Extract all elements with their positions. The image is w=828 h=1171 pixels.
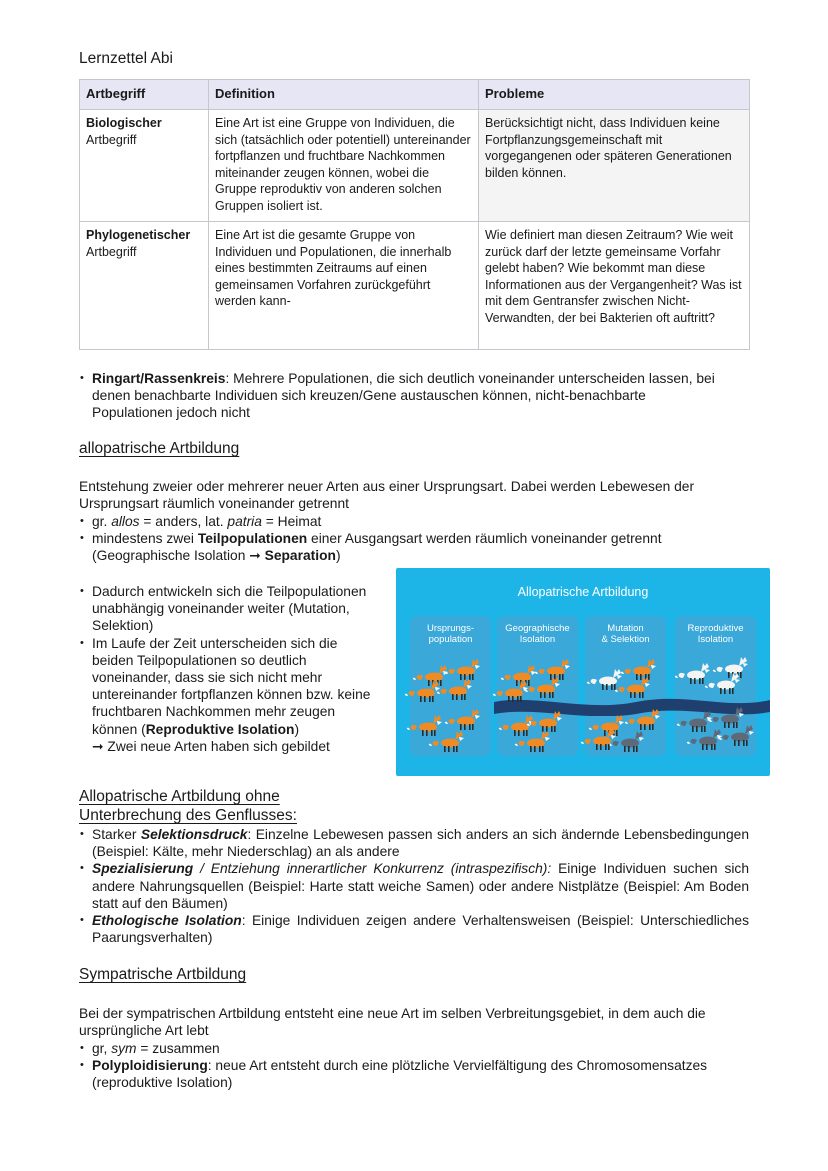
ringart-list bbox=[79, 370, 719, 422]
allopatric-process-list bbox=[79, 583, 379, 755]
fox-icon bbox=[621, 659, 656, 680]
fox-icon bbox=[625, 709, 660, 730]
list-item bbox=[79, 635, 379, 755]
term-name: Biologischer bbox=[86, 116, 162, 130]
text-italic: patria bbox=[227, 514, 262, 529]
fox-icon bbox=[407, 715, 442, 736]
result-line: ➞ Zwei neue Arten haben sich gebildet bbox=[92, 738, 330, 754]
term-suffix: Artbegriff bbox=[86, 244, 137, 259]
fox-icon bbox=[535, 659, 570, 680]
fox-icon bbox=[525, 677, 560, 698]
fox-icon bbox=[719, 725, 754, 746]
species-concept-table bbox=[79, 79, 750, 350]
list-item: • Dadurch entwickeln sich die Teilpopulationen unabhängig voneinander weiter (Mutation, Selektion) bbox=[79, 583, 379, 635]
panel-label: Geographische Isolation bbox=[505, 623, 570, 645]
panel-label: Reproduktive Isolation bbox=[687, 623, 744, 645]
term-name: Phylogenetischer bbox=[86, 228, 191, 242]
text-italic: / Entziehung innerartlicher Konkurrenz (intraspezifisch): bbox=[193, 861, 552, 877]
text-bold: Polyploidisierung bbox=[92, 1058, 208, 1074]
text-italic: allos bbox=[111, 514, 140, 529]
fox-icon bbox=[437, 679, 472, 700]
text: : neue Art entsteht durch eine plötzliche Vervielfältigung des Chromosomensatzes (reproduktive Isolation) bbox=[92, 1058, 708, 1091]
problem-cell: Wie definiert man diesen Zeitraum? Wie weit zurück darf der letzte gemeinsame Vorfahr gelebt haben? Wie bekommt man diese Informationen aus der Vergangenheit? Was ist mit dem Gentransfer zwischen Nicht-Verwandten, der bei Bakterien oft auftritt? bbox=[479, 222, 750, 350]
sympatric-list bbox=[79, 1040, 751, 1092]
text: Im Laufe der Zeit unterscheiden sich die beiden Teilpopulationen so deutlich voneinander, dass sie sich nicht mehr untereinander fortpflanzen können bzw. keine fruchtbaren Nachkommen mehr zeugen können ( bbox=[92, 635, 371, 737]
text-bold: Separation bbox=[264, 548, 336, 564]
text: : Einzelne Lebewesen passen sich anders an sich ändernde Lebensbedingungen (Beispiel: Kälte, mehr Niederschlag) an als andere bbox=[92, 827, 749, 860]
text-bold-italic: Ethologische Isolation bbox=[92, 913, 242, 929]
fox-icon bbox=[493, 681, 528, 702]
figure-title: Allopatrische Artbildung bbox=[517, 585, 649, 599]
text: mindestens zwei bbox=[92, 531, 198, 547]
fox-icon bbox=[713, 657, 748, 678]
fox-icon bbox=[615, 677, 650, 698]
fox-icon bbox=[527, 711, 562, 732]
allopatric-list bbox=[79, 513, 751, 565]
list-item bbox=[79, 530, 751, 564]
fox-icon bbox=[581, 729, 616, 750]
text-bold: Reproduktive Isolation bbox=[145, 721, 295, 737]
allopatric-speciation-figure bbox=[396, 568, 770, 776]
text: ) bbox=[335, 548, 341, 564]
heading-line: Allopatrische Artbildung ohne bbox=[79, 788, 280, 805]
fox-icon bbox=[587, 669, 622, 690]
fox-icon bbox=[515, 731, 550, 752]
fox-icon bbox=[445, 709, 480, 730]
fox-icon bbox=[675, 663, 710, 684]
text-bold-italic: Selektionsdruck bbox=[140, 827, 248, 842]
list-item bbox=[79, 370, 719, 422]
text: Starker bbox=[92, 827, 141, 842]
text: = Heimat bbox=[261, 514, 322, 529]
table-row bbox=[80, 222, 750, 350]
list-item bbox=[79, 860, 749, 912]
fox-icon bbox=[709, 707, 744, 728]
heading-line: Unterbrechung des Genflusses: bbox=[79, 807, 297, 824]
sympatric-heading: Sympatrische Artbildung bbox=[79, 966, 247, 983]
text-bold: Teilpopulationen bbox=[197, 531, 308, 547]
fox-icon bbox=[687, 729, 722, 750]
fox-icon bbox=[589, 715, 624, 736]
ringart-text: : Mehrere Populationen, die sich deutlich voneinander unterscheiden lassen, bei denen benachbarte Individuen sich kreuzen/Gene austauschen können, nicht-benachbarte Populationen jedoch nicht bbox=[92, 371, 715, 421]
allopatric-without-heading bbox=[79, 787, 297, 825]
header-probleme: Probleme bbox=[479, 80, 750, 110]
table-row bbox=[80, 110, 750, 222]
text: einer Ausgangsart werden räumlich voneinander getrennt (Geographische Isolation ➞ bbox=[92, 531, 662, 564]
header-definition: Definition bbox=[209, 80, 479, 110]
term-cell bbox=[80, 222, 209, 350]
ringart-term: Ringart/Rassenkreis bbox=[92, 371, 226, 386]
text: Einige Individuen suchen sich andere Nahrungsquellen (Beispiel: Harte statt weiche Samen) oder andere Nistplätze (Beispiel: Am Boden statt auf den Bäumen) bbox=[92, 861, 749, 911]
fox-illustration-layer bbox=[396, 568, 770, 776]
list-item bbox=[79, 513, 751, 530]
header-artbegriff: Artbegriff bbox=[80, 80, 209, 110]
text-italic: sym bbox=[111, 1041, 137, 1056]
fox-icon bbox=[405, 681, 440, 702]
text: = zusammen bbox=[136, 1041, 220, 1056]
fox-icon bbox=[705, 673, 740, 694]
sympatric-intro: Bei der sympatrischen Artbildung entsteht eine neue Art im selben Verbreitungsgebiet, in dem auch die ursprüngliche Art lebt bbox=[79, 1006, 706, 1039]
allopatric-intro: Entstehung zweier oder mehrerer neuer Arten aus einer Ursprungsart. Dabei werden Lebewesen der Ursprungsart räumlich voneinander getrennt bbox=[79, 479, 695, 512]
text: ) bbox=[294, 721, 300, 737]
list-item bbox=[79, 826, 749, 860]
problem-cell: Berücksichtigt nicht, dass Individuen keine Fortpflanzungsgemeinschaft mit vorgegangenen oder späteren Generationen bilden können. bbox=[479, 110, 750, 222]
text: = anders, lat. bbox=[139, 514, 228, 529]
fox-icon bbox=[413, 665, 448, 686]
fox-icon bbox=[501, 665, 536, 686]
table-header-row bbox=[80, 80, 750, 110]
panel-label: Ursprungs- population bbox=[427, 623, 474, 645]
list-item bbox=[79, 1057, 751, 1091]
definition-cell: Eine Art ist die gesamte Gruppe von Individuen und Populationen, die innerhalb eines bestimmten Zeitraums auf einen gemeinsamen Vorfahren zurückgeführt werden kann- bbox=[209, 222, 479, 350]
term-cell bbox=[80, 110, 209, 222]
document-title: Lernzettel Abi bbox=[79, 50, 173, 67]
text: gr, bbox=[92, 1041, 112, 1056]
list-item bbox=[79, 912, 749, 946]
text: gr. bbox=[92, 514, 112, 529]
allopatric-heading: allopatrische Artbildung bbox=[79, 440, 240, 457]
allopatric-without-list bbox=[79, 826, 749, 946]
panel-label: Mutation & Selektion bbox=[601, 623, 650, 645]
definition-cell: Eine Art ist eine Gruppe von Individuen, die sich (tatsächlich oder potentiell) untereinander fortpflanzen und fruchtbare Nachkommen miteinander zeugen können, wobei die Gruppe reproduktiv von anderen solchen Gruppen isoliert ist. bbox=[209, 110, 479, 222]
term-suffix: Artbegriff bbox=[86, 132, 137, 147]
list-item bbox=[79, 1040, 751, 1057]
fox-icon bbox=[677, 711, 712, 732]
text-bold-italic: Spezialisierung bbox=[92, 861, 194, 877]
text: : Einige Individuen zeigen andere Verhaltensweisen (Beispiel: Unterschiedliches Paarungsverhalten) bbox=[92, 913, 749, 946]
fox-icon bbox=[445, 659, 480, 680]
